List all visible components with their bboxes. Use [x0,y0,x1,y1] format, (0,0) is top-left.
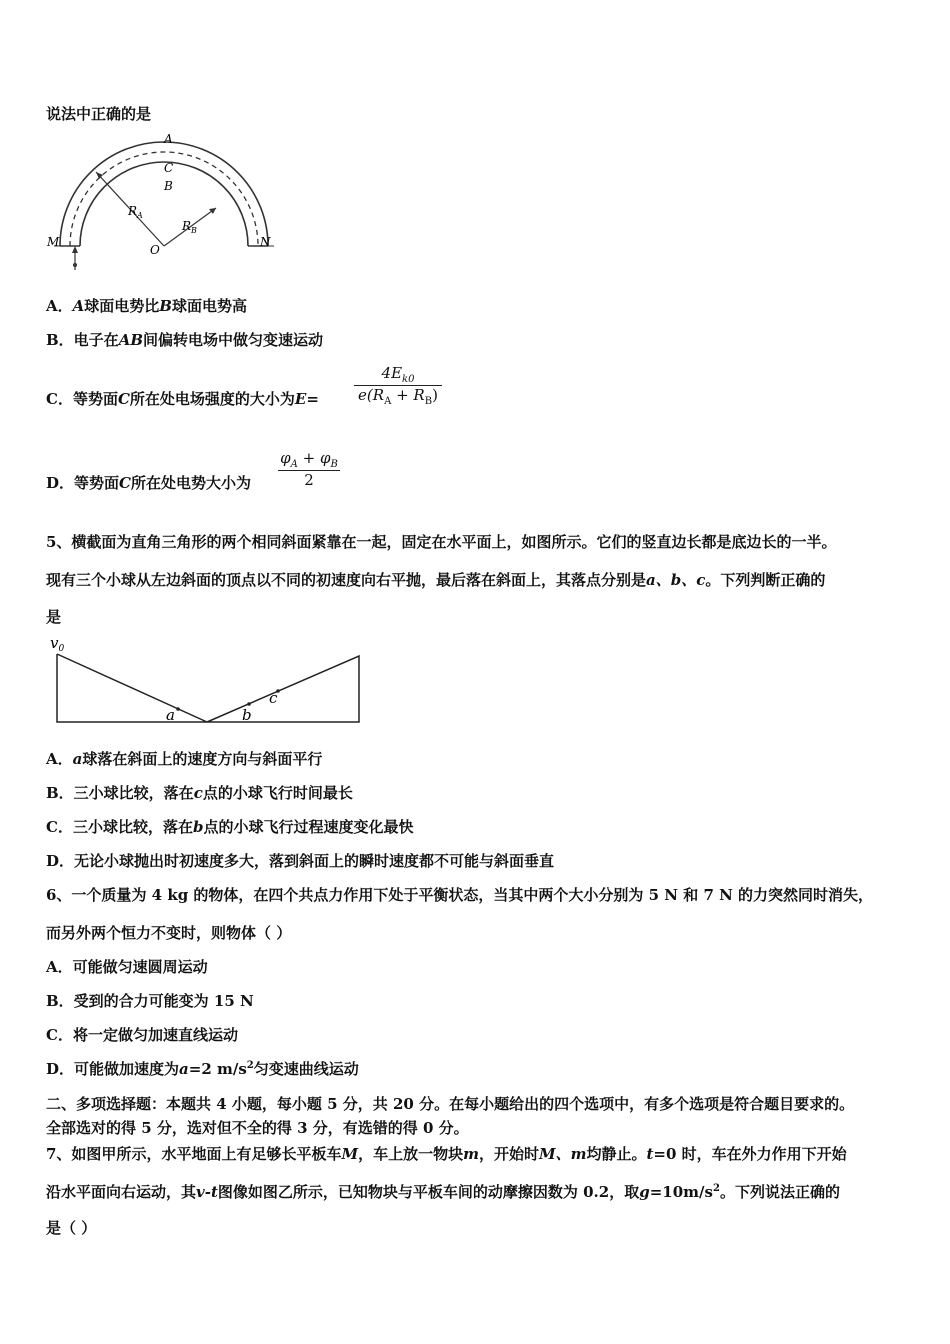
label-O: O [150,243,160,257]
label-v0: v [50,634,59,652]
label-RB: R [182,219,192,233]
q7-stem-3: 是（ ） [46,1219,97,1237]
q4-option-c: C．等势面C所在处电场强度的大小为E= [46,390,319,408]
q6-option-a: A．可能做匀速圆周运动 [46,958,208,976]
intro-text: 说法中正确的是 [46,105,152,123]
q4-option-a: A．A球面电势比B球面电势高 [46,297,247,315]
point-a [176,707,180,711]
q5-option-c: C．三小球比较，落在b点的小球飞行过程速度变化最快 [46,818,414,836]
label-M: M [47,235,60,249]
q5-option-a: A．a球落在斜面上的速度方向与斜面平行 [46,750,323,768]
q4-option-b: B．电子在AB间偏转电场中做匀变速运动 [46,331,324,349]
label-c: c [269,689,278,707]
q6-option-d: D．可能做加速度为a=2 $m/s^2$匀变速曲线运动 [46,1060,359,1078]
q5-stem-3: 是 [46,608,62,626]
q5-stem-1: 5、横截面为直角三角形的两个相同斜面紧靠在一起，固定在水平面上，如图所示。它们的竖直边长都是底边长的一半。 [46,533,837,551]
svg-text:RB: $R_B$ [182,219,197,235]
formula-e-field: $4E_{k0}$ $e(R_A + R_B)$ [354,364,442,407]
formula-potential: $\varphi_A + \varphi_B$ 2 [278,449,340,489]
q6-option-c: C．将一定做匀加速直线运动 [46,1026,238,1044]
label-RA: R [128,204,138,218]
svg-text:RA: $R_A$ [128,204,143,220]
q4-option-d: D．等势面C所在处电势大小为 [46,474,251,492]
figure-deflector [46,130,286,275]
q7-stem-2: 沿水平面向右运动，其v-t图像如图乙所示，已知物块与平板车间的动摩擦因数为 0.2，取$g=10m/s^2$。下列说法正确的 [46,1183,840,1201]
label-A: A [164,132,173,146]
section2-line-1: 二、多项选择题：本题共 4 小题，每小题 5 分，共 20 分。在每小题给出的四个选项中，有多个选项是符合题目要求的。 [46,1095,855,1113]
outer-arc [60,142,268,246]
label-C: C [164,161,174,175]
label-a: a [166,706,175,724]
q7-stem-1: 7、如图甲所示，水平地面上有足够长平板车M，车上放一物块m，开始时M、m均静止。t=0 时，车在外力作用下开始 [46,1145,847,1163]
q6-stem-2: 而另外两个恒力不变时，则物体（ ） [46,924,292,942]
label-N: N [260,235,271,249]
svg-text:v0: $v_0$ [50,634,65,654]
label-b: b [242,706,252,724]
q5-option-d: D．无论小球抛出时初速度多大，落到斜面上的瞬时速度都不可能与斜面垂直 [46,852,555,870]
right-incline [207,656,359,722]
q5-option-b: B．三小球比较，落在c点的小球飞行时间最长 [46,784,353,802]
q6-stem-1: 6、一个质量为 4 kg 的物体，在四个共点力作用下处于平衡状态，当其中两个大小分别为 5 N 和 7 N 的力突然同时消失， [46,886,874,904]
q5-stem-2: 现有三个小球从左边斜面的顶点以不同的初速度向右平抛，最后落在斜面上，其落点分别是a、b、c。下列判断正确的 [46,571,826,589]
figure-inclines [46,632,366,728]
section2-line-2: 全部选对的得 5 分，选对但不全的得 3 分，有选错的得 0 分。 [46,1119,469,1137]
label-B: B [164,179,173,193]
q6-option-b: B．受到的合力可能变为 15 N [46,992,254,1010]
left-incline [57,654,207,722]
